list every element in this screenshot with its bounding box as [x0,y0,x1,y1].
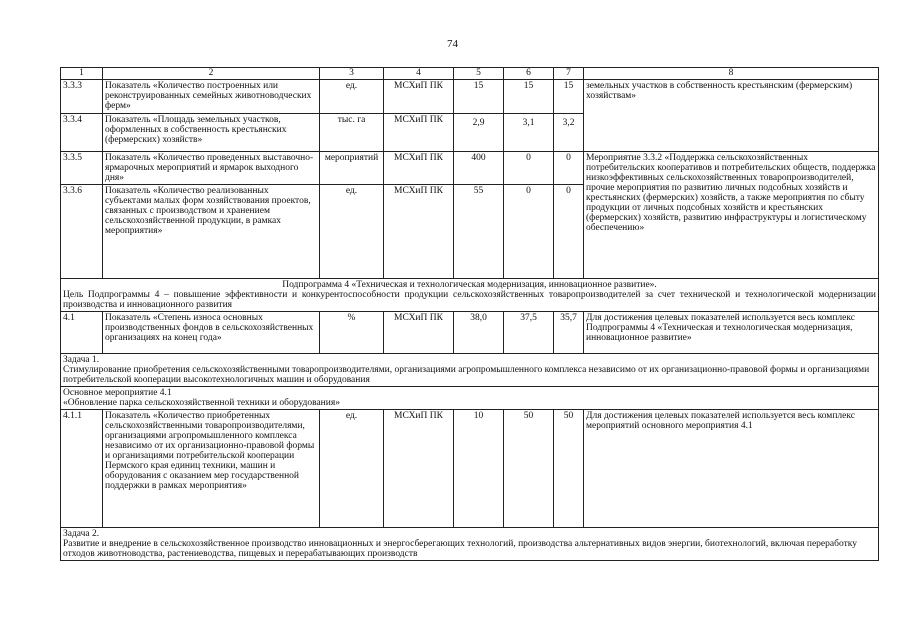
unit: ед. [320,410,384,528]
value-year-2: 15 [504,80,554,114]
responsible-org: МСХиП ПК [384,114,454,152]
value-year-1: 2,9 [454,114,504,152]
column-number: 6 [504,68,554,80]
indicator-name: Показатель «Количество реализованных субъектами малых форм хозяйствования проектов, связанных с производством и хранением сельскохозяйственной продукции, в рамках мероприятия» [103,185,320,279]
note: земельных участков в собственность крестьянским (фермерским) хозяйствам» [584,80,879,152]
indicator-name: Показатель «Степень износа основных производственных фондов в сельскохозяйственных организациях на конец года» [103,312,320,354]
column-number: 5 [454,68,504,80]
column-number: 8 [584,68,879,80]
column-number-row [61,68,879,80]
note: Для достижения целевых показателей используется весь комплекс Подпрограммы 4 «Техническая и технологическая модернизация, инновационное развитие» [584,312,879,354]
subprogram-title: Подпрограмма 4 «Техническая и технологическая модернизация, инновационное развитие». [282,280,657,290]
column-number: 1 [61,68,103,80]
row-number: 3.3.6 [61,185,103,279]
task-text: Развитие и внедрение в сельскохозяйственное производство инновационных и энергосберегающих технологий, производства альтернативных видов энергии, биотехнологий, включая переработку отходов животноводства, растениеводства, пищевых и перерабатывающих производств [63,539,857,559]
unit: ед. [320,185,384,279]
indicators-table [60,67,879,561]
row-number: 4.1.1 [61,410,103,528]
unit: мероприятий [320,152,384,185]
page-number: 74 [447,38,458,50]
value-year-1: 15 [454,80,504,114]
value-year-1: 38,0 [454,312,504,354]
main-event-label: Основное мероприятие 4.1 [63,388,172,398]
value-year-3: 35,7 [554,312,584,354]
table-row [61,152,879,185]
row-number: 4.1 [61,312,103,354]
value-year-2: 37,5 [504,312,554,354]
responsible-org: МСХиП ПК [384,185,454,279]
unit: ед. [320,80,384,114]
row-number: 3.3.4 [61,114,103,152]
main-event-title: «Обновление парка сельскохозяйственной техники и оборудования» [63,398,340,408]
table-row [61,410,879,528]
table-row [61,312,879,354]
indicator-name: Показатель «Количество построенных или реконструированных семейных животноводческих ферм» [103,80,320,114]
value-year-2: 0 [504,185,554,279]
value-year-1: 400 [454,152,504,185]
column-number: 3 [320,68,384,80]
indicator-name: Показатель «Количество проведенных выставочно-ярмарочных мероприятий и ярмарок выходного дня» [103,152,320,185]
column-number: 2 [103,68,320,80]
responsible-org: МСХиП ПК [384,410,454,528]
value-year-2: 0 [504,152,554,185]
task-row [61,528,879,561]
value-year-3: 0 [554,152,584,185]
column-number: 4 [384,68,454,80]
note: Мероприятие 3.3.2 «Поддержка сельскохозяйственных потребительских кооперативов и потребительских обществ, поддержка низкоэффективных сельскохозяйственных товаропроизводителей, прочие мероприятия по развитию личных подсобных хозяйств и крестьянских (фермерских) хозяйств, а также мероприятия по сбыту продукции от личных подсобных хозяйств и крестьянских (фермерских) хозяйств, развитию инфраструктуры и логистическому обеспечению» [584,152,879,279]
task-text: Стимулирование приобретения сельскохозяйственными товаропроизводителями, организациями агропромышленного комплекса независимо от их организационно-правовой формы и организациями потребительской кооперации высокотехнологичных машин и оборудования [63,365,870,385]
value-year-2: 50 [504,410,554,528]
row-number: 3.3.3 [61,80,103,114]
value-year-3: 3,2 [554,114,584,152]
subprogram-row [61,279,879,312]
task-label: Задача 1. [63,355,100,365]
responsible-org: МСХиП ПК [384,152,454,185]
task-row [61,354,879,387]
responsible-org: МСХиП ПК [384,80,454,114]
value-year-1: 55 [454,185,504,279]
value-year-2: 3,1 [504,114,554,152]
main-event-row [61,387,879,410]
indicator-name: Показатель «Количество приобретенных сельскохозяйственными товаропроизводителями, организациями агропромышленного комплекса независимо от их организационно-правовой формы и организациями потребительской кооперации Пермского края единиц техники, машин и оборудования с оказанием мер государственной поддержки в рамках мероприятия» [103,410,320,528]
value-year-3: 0 [554,185,584,279]
note: Для достижения целевых показателей используется весь комплекс мероприятий основного мероприятия 4.1 [584,410,879,528]
value-year-3: 50 [554,410,584,528]
unit: % [320,312,384,354]
value-year-3: 15 [554,80,584,114]
responsible-org: МСХиП ПК [384,312,454,354]
subprogram-goal: Цель Подпрограммы 4 – повышение эффективности и конкурентоспособности продукции сельскохозяйственных товаропроизводителей за счет технической и технологической модернизации производства и инновационного развития [63,290,876,310]
value-year-1: 10 [454,410,504,528]
unit: тыс. га [320,114,384,152]
table-row [61,80,879,114]
column-number: 7 [554,68,584,80]
task-label: Задача 2. [63,529,100,539]
row-number: 3.3.5 [61,152,103,185]
indicator-name: Показатель «Площадь земельных участков, оформленных в собственность крестьянских (фермерских) хозяйств» [103,114,320,152]
